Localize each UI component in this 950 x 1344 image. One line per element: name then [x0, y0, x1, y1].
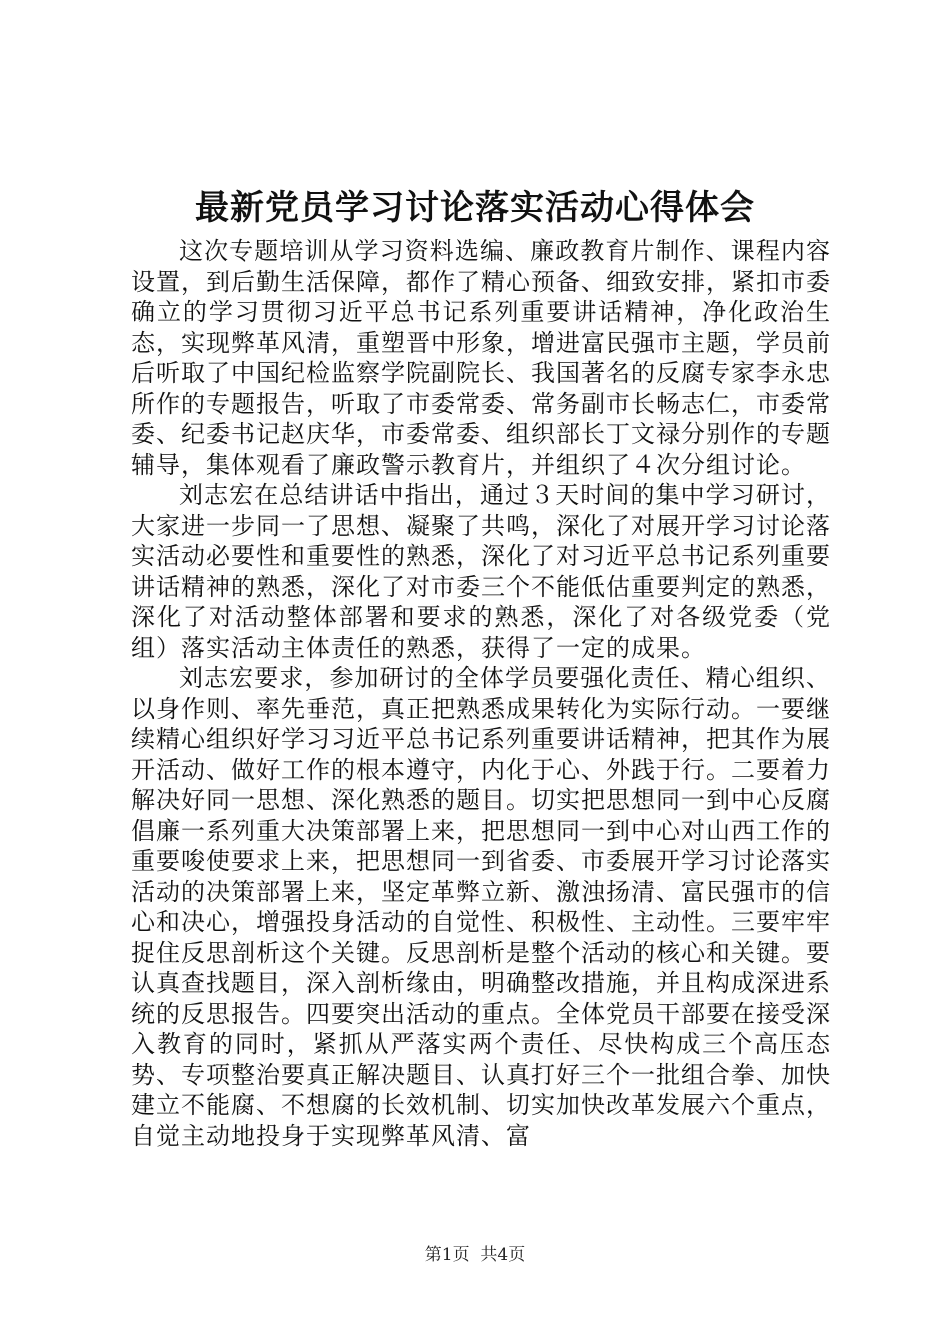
- document-title: 最新党员学习讨论落实活动心得体会: [195, 188, 755, 228]
- page-number-label: 第1页 共4页: [424, 1245, 526, 1265]
- paragraph-1: 这次专题培训从学习资料选编、廉政教育片制作、课程内容设置，到后勤生活保障，都作了精心预备、细致安排，紧扣市委确立的学习贯彻习近平总书记系列重要讲话精神，净化政治生态，实现弊革风清，重塑晋中形象，增进富民强市主题，学员前后听取了中国纪检监察学院副院长、我国著名的反腐专家李永忠所作的专题报告，听取了市委常委、常务副市长畅志仁，市委常委、纪委书记赵庆华，市委常委、组织部长丁文禄分别作的专题辅导，集体观看了廉政警示教育片，并组织了４次分组讨论。: [131, 237, 831, 479]
- page-footer: [0, 1244, 950, 1266]
- paragraph-3: 刘志宏要求，参加研讨的全体学员要强化责任、精心组织、以身作则、率先垂范，真正把熟悉成果转化为实际行动。一要继续精心组织好学习习近平总书记系列重要讲话精神，把其作为展开活动、做好工作的根本遵守，内化于心、外践于行。二要着力解决好同一思想、深化熟悉的题目。切实把思想同一到中心反腐倡廉一系列重大决策部署上来，把思想同一到中心对山西工作的重要唆使要求上来，把思想同一到省委、市委展开学习讨论落实活动的决策部署上来，坚定革弊立新、激浊扬清、富民强市的信心和决心，增强投身活动的自觉性、积极性、主动性。三要牢牢捉住反思剖析这个关键。反思剖析是整个活动的核心和关键。要认真查找题目，深入剖析缘由，明确整改措施，并且构成深进系统的反思报告。四要突出活动的重点。全体党员干部要在接受深入教育的同时，紧抓从严落实两个责任、尽快构成三个高压态势、专项整治要真正解决题目、认真打好三个一批组合拳、加快建立不能腐、不想腐的长效机制、切实加快改革发展六个重点，自觉主动地投身于实现弊革风清、富: [131, 664, 831, 1150]
- document-body: [131, 236, 831, 1151]
- paragraph-2: 刘志宏在总结讲话中指出，通过３天时间的集中学习研讨，大家进一步同一了思想、凝聚了共鸣，深化了对展开学习讨论落实活动必要性和重要性的熟悉，深化了对习近平总书记系列重要讲话精神的熟悉，深化了对市委三个不能低估重要判定的熟悉，深化了对活动整体部署和要求的熟悉，深化了对各级党委（党组）落实活动主体责任的熟悉，获得了一定的成果。: [131, 481, 831, 662]
